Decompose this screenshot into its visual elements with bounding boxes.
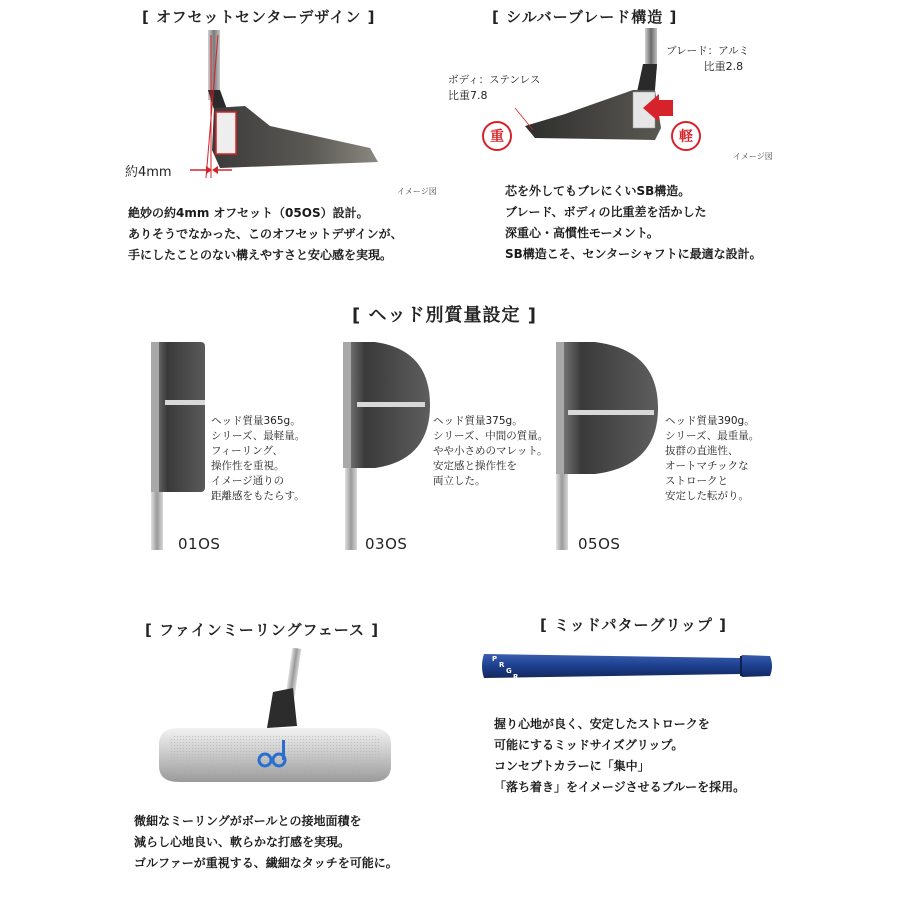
face-milling-description (134, 811, 398, 874)
grip-line-2: 可能にするミッドサイズグリップ。 (494, 738, 684, 752)
offset-shaft (208, 30, 220, 100)
offset-heading: [ オフセットセンターデザイン ] (142, 8, 376, 26)
grip-body (482, 654, 772, 678)
face-milling-neck (267, 688, 297, 728)
heavy-mark: 重 (482, 121, 512, 151)
offset-description (128, 203, 403, 266)
grip-line-3: コンセプトカラーに「集中」 (494, 759, 650, 773)
grip-letter-r2: R (513, 673, 519, 681)
silver-blade-body-pointer (515, 108, 533, 130)
putter-01os-silver-edge (151, 342, 159, 492)
face-milling-putter-illustration (155, 648, 395, 788)
putter-01os-name: 01OS (178, 535, 221, 553)
light-mark: 軽 (671, 121, 701, 151)
putter-05os-name: 05OS (578, 535, 621, 553)
silver-blade-description (505, 181, 762, 265)
putter-01os-silver-stripe (165, 400, 205, 405)
silver-blade-heading: [ シルバーブレード構造 ] (492, 8, 678, 26)
grip-letter-p: P (492, 655, 498, 663)
putter-05os-silver-stripe (568, 410, 654, 415)
offset-blade-window (216, 112, 236, 154)
putter-05os-line-1: ヘッド質量390g。 (665, 415, 755, 427)
silver-blade-blade-label (666, 44, 749, 74)
silver-blade-neck (637, 64, 657, 92)
offset-dimension-label: 約4mm (125, 165, 172, 180)
silver-blade-line-1: 芯を外してもブレにくいSB構造。 (505, 184, 691, 198)
silver-blade-line-2: ブレード、ボディの比重差を活かした (505, 205, 707, 219)
putter-05os-line-3: 抜群の直進性、 (665, 445, 739, 457)
silver-blade-line-3: 深重心・高慣性モーメント。 (505, 226, 659, 240)
grip-line-1: 握り心地が良く、安定したストロークを (494, 717, 710, 731)
silver-blade-line-4: SB構造こそ、センターシャフトに最適な設計。 (505, 247, 762, 261)
putter-01os-line-1: ヘッド質量365g。 (211, 415, 301, 427)
offset-head-body (212, 106, 378, 168)
grip-illustration (480, 648, 775, 684)
putter-03os-image (335, 340, 435, 550)
putter-01os-line-4: 操作性を重視。 (211, 460, 285, 472)
putter-03os-line-4: 安定感と操作性を (433, 460, 517, 472)
putter-01os-head (151, 342, 205, 492)
putter-03os-line-5: 両立した。 (433, 475, 486, 487)
putter-05os-line-6: 安定した転がり。 (665, 490, 749, 502)
offset-line-1: 絶妙の約4mm オフセット（05OS）設計。 (128, 206, 369, 220)
putter-05os-silver-edge (556, 342, 564, 474)
blade-material: ブレード：アルミ (666, 45, 750, 57)
face-milling-line-3: ゴルファーが重視する、繊細なタッチを可能に。 (134, 856, 398, 870)
putter-01os-image (145, 340, 210, 550)
putter-01os-description (211, 414, 305, 504)
offset-line-2: ありそうでなかった、このオフセットデザインが、 (128, 227, 403, 241)
putter-05os-head (556, 342, 658, 474)
face-milling-line-2: 減らし心地良い、軟らかな打感を実現。 (134, 835, 351, 849)
putter-03os-silver-edge (343, 342, 351, 468)
body-ratio: 比重7.8 (448, 89, 488, 102)
putter-03os-name: 03OS (365, 535, 408, 553)
putter-03os-description (433, 414, 548, 489)
putter-05os-line-4: オートマチックな (665, 460, 749, 472)
silver-blade-shaft (645, 28, 657, 70)
putter-05os-line-5: ストロークと (665, 475, 728, 487)
grip-letter-g: G (506, 667, 512, 675)
offset-image-note: イメージ図 (397, 187, 437, 196)
blade-ratio: 比重2.8 (703, 60, 744, 73)
putter-01os-line-2: シリーズ、最軽量。 (211, 430, 306, 442)
body-material: ボディ：ステンレス (448, 74, 541, 86)
putter-03os-line-3: やや小さめのマレット。 (433, 445, 548, 457)
putter-03os-line-1: ヘッド質量375g。 (433, 415, 523, 427)
putter-05os-description (665, 414, 759, 504)
face-milling-line-1: 微細なミーリングがボールとの接地面積を (134, 814, 362, 828)
offset-line-3: 手にしたことのない構えやすさと安心感を実現。 (128, 248, 393, 262)
grip-line-4: 「落ち着き」をイメージさせるブルーを採用。 (494, 780, 746, 794)
grip-description (494, 714, 745, 798)
putter-05os-image (550, 340, 662, 550)
head-weight-heading: [ ヘッド別質量設定 ] (352, 305, 537, 326)
putter-03os-silver-stripe (357, 402, 425, 407)
putter-01os-line-6: 距離感をもたらす。 (211, 490, 305, 502)
grip-letter-r1: R (499, 661, 505, 669)
grip-heading: [ ミッドパターグリップ ] (540, 616, 727, 634)
putter-01os-line-3: フィーリング、 (211, 445, 284, 457)
silver-blade-image-note: イメージ図 (733, 152, 773, 161)
putter-03os-line-2: シリーズ、中間の質量。 (433, 430, 549, 442)
putter-01os-line-5: イメージ通りの (211, 475, 285, 487)
putter-05os-line-2: シリーズ、最重量。 (665, 430, 760, 442)
offset-arrow-right-head (212, 166, 218, 174)
silver-blade-body-label (448, 73, 540, 103)
face-milling-heading: [ ファインミーリングフェース ] (145, 621, 380, 639)
